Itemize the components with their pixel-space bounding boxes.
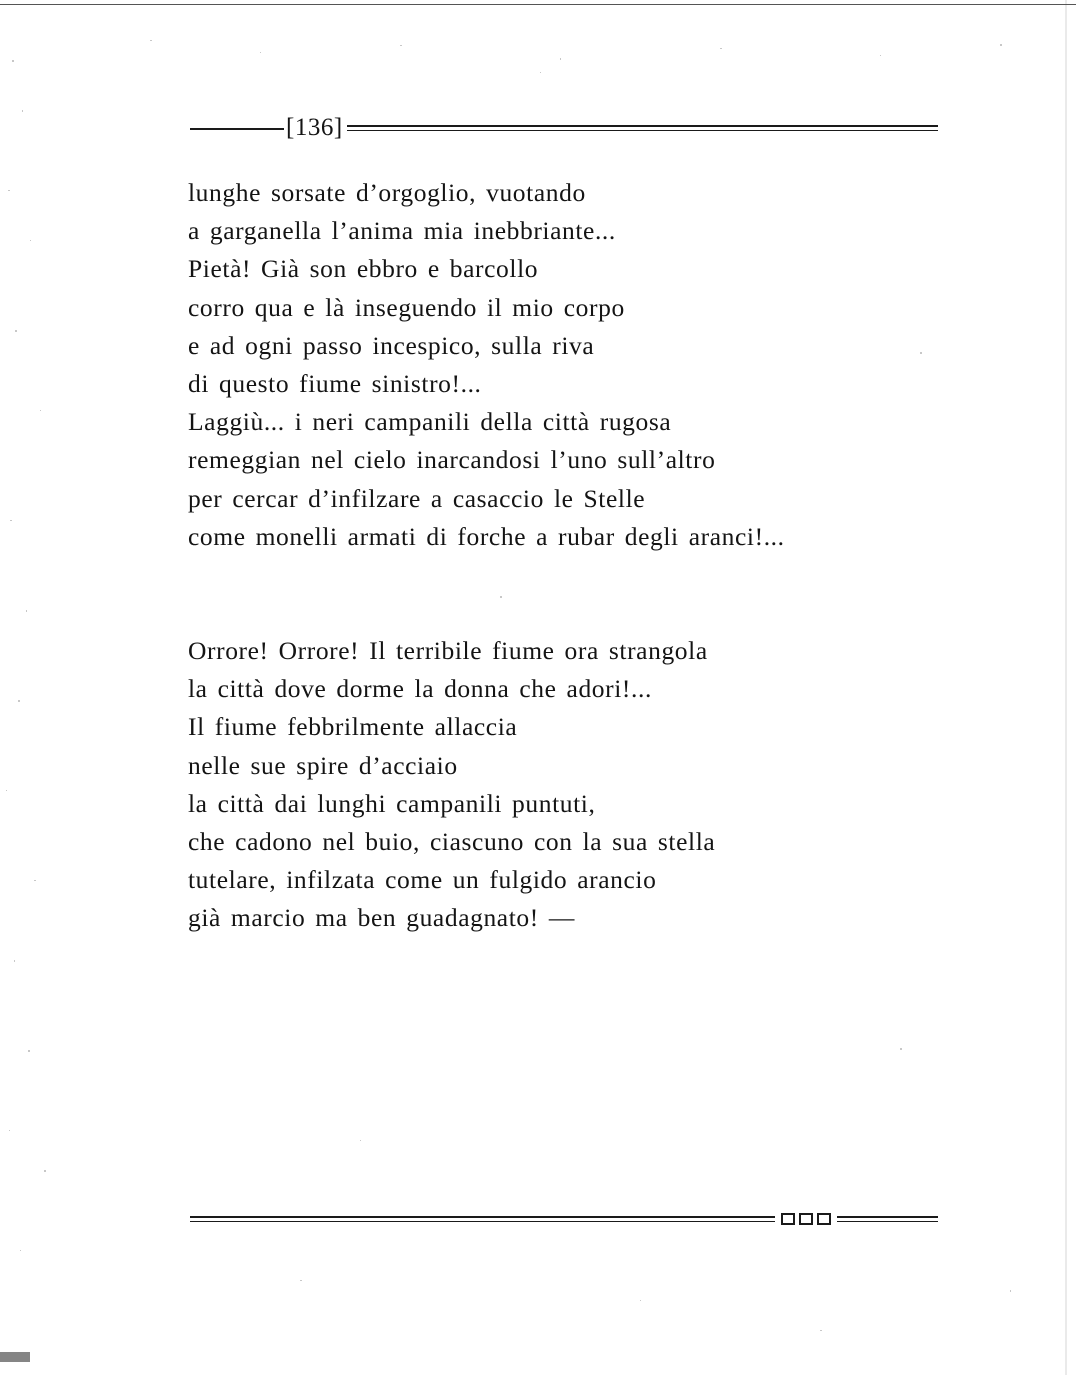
scan-top-edge <box>0 4 1076 5</box>
verse-line: tutelare, infilzata come un fulgido arancio <box>188 865 657 895</box>
verse-line: per cercar d’infilzare a casaccio le Stelle <box>188 483 646 513</box>
verse-line: Laggiù... i neri campanili della città rugosa <box>188 407 672 437</box>
verse-line: corro qua e là inseguendo il mio corpo <box>188 292 625 322</box>
header-rule-right <box>347 125 938 131</box>
footer-ornament <box>775 1213 837 1225</box>
page-header <box>190 113 938 143</box>
footer-rule-left <box>190 1216 775 1222</box>
verse-line: Pietà! Già son ebbro e barcollo <box>188 254 539 284</box>
verse-line: Orrore! Orrore! Il terribile fiume ora strangola <box>188 636 708 665</box>
verse-line: come monelli armati di forche a rubar degli aranci!... <box>188 521 785 551</box>
header-rule-left <box>190 125 284 131</box>
footer-rule-right <box>837 1216 938 1222</box>
ornament-box-icon <box>817 1213 831 1225</box>
verse-line: la città dove dorme la donna che adori!... <box>188 674 652 704</box>
verse-line: Il fiume febbrilmente allaccia <box>188 712 518 742</box>
ornament-box-icon <box>799 1213 813 1225</box>
verse-line: a garganella l’anima mia inebbriante... <box>188 216 616 246</box>
verse-line: che cadono nel buio, ciascuno con la sua stella <box>188 826 716 856</box>
page-number: [136] <box>286 114 343 141</box>
verse-line: di questo fiume sinistro!... <box>188 368 482 398</box>
ornament-box-icon <box>781 1213 795 1225</box>
verse-line: già marcio ma ben guadagnato! — <box>188 903 575 933</box>
page-footer <box>190 1210 938 1228</box>
verse-line: lunghe sorsate d’orgoglio, vuotando <box>188 178 586 207</box>
verse-line: nelle sue spire d’acciaio <box>188 750 458 780</box>
stanza-1 <box>188 174 785 556</box>
verse-line: la città dai lunghi campanili puntuti, <box>188 788 596 818</box>
stanza-2 <box>188 632 715 938</box>
verse-line: remeggian nel cielo inarcandosi l’uno sull’altro <box>188 445 716 475</box>
verse-line: e ad ogni passo incespico, sulla riva <box>188 330 595 360</box>
